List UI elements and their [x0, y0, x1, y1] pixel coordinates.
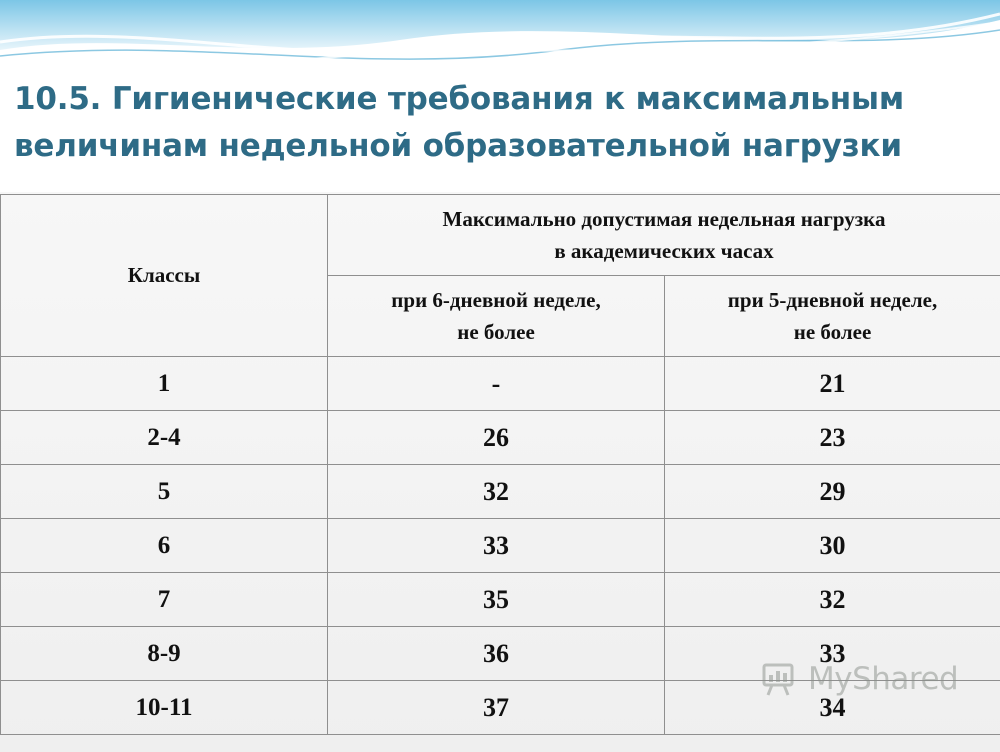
cell-six-day: 36 — [328, 627, 665, 681]
cell-five-day: 23 — [665, 411, 1000, 465]
header-five-day-week-line-1: при 5-дневной неделе, — [727, 288, 938, 312]
header-max-weekly-load-line-2: в академических часах — [554, 239, 774, 263]
header-five-day-week — [665, 276, 1000, 357]
cell-six-day: 37 — [328, 681, 665, 735]
weekly-load-table — [0, 194, 1000, 735]
cell-classes: 5 — [1, 465, 328, 519]
cell-six-day: - — [328, 357, 665, 411]
presentation-board-icon — [760, 659, 800, 699]
header-five-day-week-line-2: не более — [793, 320, 872, 344]
cell-classes: 10-11 — [1, 681, 328, 735]
header-six-day-week-line-2: не более — [457, 320, 535, 344]
header-six-day-week-line-1: при 6-дневной неделе, — [391, 288, 601, 312]
slide-title — [14, 76, 994, 170]
myshared-watermark[interactable] — [760, 655, 960, 703]
cell-five-day: 32 — [665, 573, 1000, 627]
cell-five-day: 30 — [665, 519, 1000, 573]
cell-six-day: 33 — [328, 519, 665, 573]
slide-title-line-2: величинам недельной образовательной нагрузки — [14, 128, 902, 164]
cell-five-day: 21 — [665, 357, 1000, 411]
watermark-text: MyShared — [808, 661, 959, 697]
header-wave-decoration — [0, 0, 1000, 80]
header-six-day-week — [328, 276, 665, 357]
slide-title-line-1: 10.5. Гигиенические требования к максимальным — [14, 81, 904, 117]
header-max-weekly-load — [328, 195, 1000, 276]
cell-classes: 1 — [1, 357, 328, 411]
cell-classes: 6 — [1, 519, 328, 573]
cell-five-day: 33 — [665, 627, 1000, 681]
cell-six-day: 35 — [328, 573, 665, 627]
table-row — [1, 411, 1000, 465]
cell-classes: 8-9 — [1, 627, 328, 681]
cell-five-day: 34 — [665, 681, 1000, 735]
cell-six-day: 26 — [328, 411, 665, 465]
cell-five-day: 29 — [665, 465, 1000, 519]
table-row — [1, 465, 1000, 519]
cell-six-day: 32 — [328, 465, 665, 519]
table-row — [1, 519, 1000, 573]
header-classes: Классы — [1, 195, 328, 357]
header-max-weekly-load-line-1: Максимально допустимая недельная нагрузка — [442, 207, 886, 231]
cell-classes: 7 — [1, 573, 328, 627]
table-row — [1, 573, 1000, 627]
table-row — [1, 357, 1000, 411]
cell-classes: 2-4 — [1, 411, 328, 465]
